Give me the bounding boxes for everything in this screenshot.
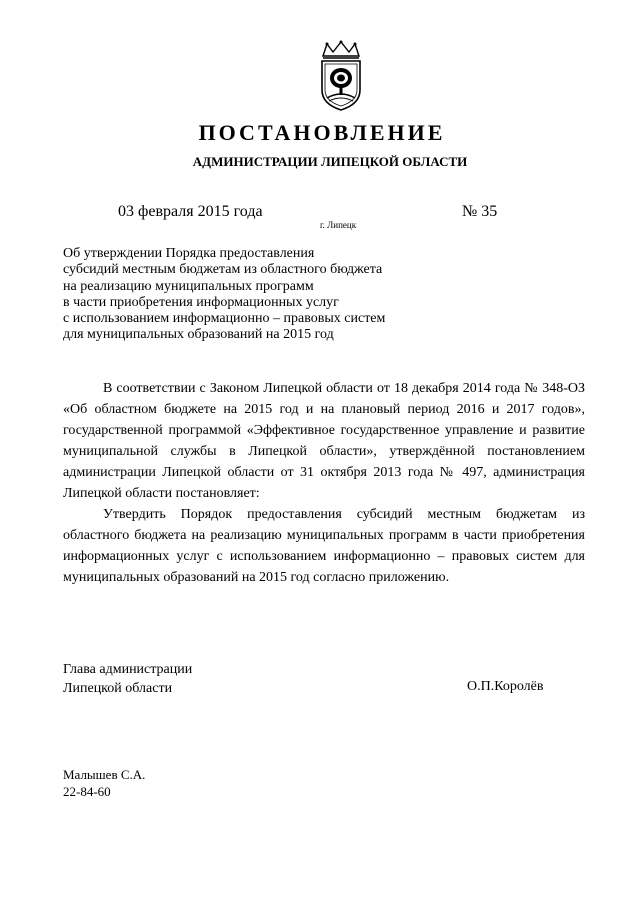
document-city: г. Липецк: [320, 220, 357, 230]
subject-line: в части приобретения информационных услуг: [63, 294, 339, 310]
executor-block: [63, 766, 145, 800]
signatory-position-line: Липецкой области: [63, 681, 173, 696]
document-body: [63, 378, 585, 588]
document-number: № 35: [462, 203, 498, 220]
signatory-name: О.П.Королёв: [467, 679, 544, 694]
document-subject: [63, 246, 483, 344]
subject-line: для муниципальных образований на 2015 год: [63, 327, 334, 343]
document-date: 03 февраля 2015 года: [118, 203, 263, 220]
document-title: ПОСТАНОВЛЕНИЕ: [198, 120, 446, 145]
executor-name: Малышев С.А.: [63, 767, 146, 782]
signatory-position-line: Глава администрации: [63, 662, 193, 677]
executor-phone: 22-84-60: [63, 784, 111, 799]
subject-line: Об утверждении Порядка предоставления: [63, 246, 315, 261]
body-paragraph-resolution: Утвердить Порядок предоставления субсидий местным бюджетам из областного бюджета на реализацию муниципальных программ в части приобретения информационных услуг с использованием информационно – правовых систем для муниципальных образований на 2015 год согласно приложению.: [63, 507, 585, 585]
signatory-position: [63, 660, 192, 698]
subject-line: субсидий местным бюджетам из областного бюджета: [63, 262, 383, 278]
document-subtitle: АДМИНИСТРАЦИИ ЛИПЕЦКОЙ ОБЛАСТИ: [192, 154, 468, 169]
lipetsk-coat-of-arms-icon: [315, 40, 367, 112]
subject-line: с использованием информационно – правовых систем: [63, 311, 386, 327]
body-paragraph-preamble: В соответствии с Законом Липецкой области от 18 декабря 2014 года № 348-ОЗ «Об областном бюджете на 2015 год и на плановый период 2016 и 2017 годов», государственной программой «Эффективное государственное управление и развитие муниципальной службы в Липецкой области», утверждённой постановлением администрации Липецкой области от 31 октября 2013 года № 497, администрация Липецкой области постановляет:: [63, 381, 585, 501]
subject-line: на реализацию муниципальных программ: [63, 278, 314, 294]
